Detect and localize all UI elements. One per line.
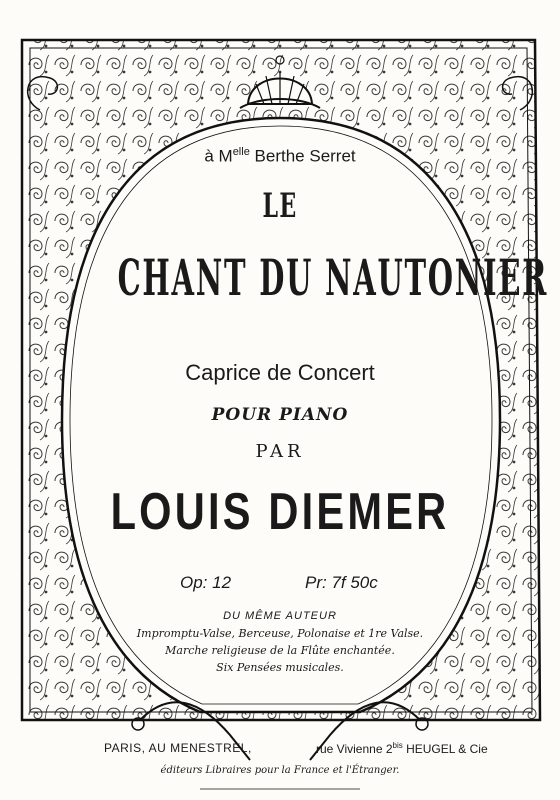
other-work-item: Marche religieuse de la Flûte enchantée. [165,644,395,657]
imprint-address: rue Vivienne 2 [316,742,393,756]
dedication [0,146,560,167]
composer-name: LOUIS DIEMER [110,483,450,541]
dedication-superscript: elle [232,146,250,158]
subtitle: Caprice de Concert [185,360,375,385]
dedication-name: Berthe Serret [254,146,356,166]
price-label: Pr: 7f 50c [305,573,378,592]
page-title: CHANT DU NAUTONIER [117,248,549,307]
other-work-item: Impromptu-Valse, Berceuse, Polonaise et 1re Valse. [136,627,424,640]
imprint-publisher-name: HEUGEL & Cie [402,742,488,756]
par-label: PAR [255,441,305,462]
dedication-prefix: à M [204,146,233,166]
imprint-address-sup: bis [392,741,403,750]
imprint-editors: éditeurs Libraires pour la France et l'Étranger. [160,765,400,776]
instrument-line: POUR PIANO [211,405,349,425]
opus-number: Op: 12 [180,573,232,592]
same-author-heading: DU MÊME AUTEUR [223,610,337,622]
title-article: LE [262,186,298,226]
other-work-item: Six Pensées musicales. [216,661,344,674]
imprint-publisher [316,741,488,756]
imprint-city: PARIS, AU MENESTREL, [104,741,252,755]
